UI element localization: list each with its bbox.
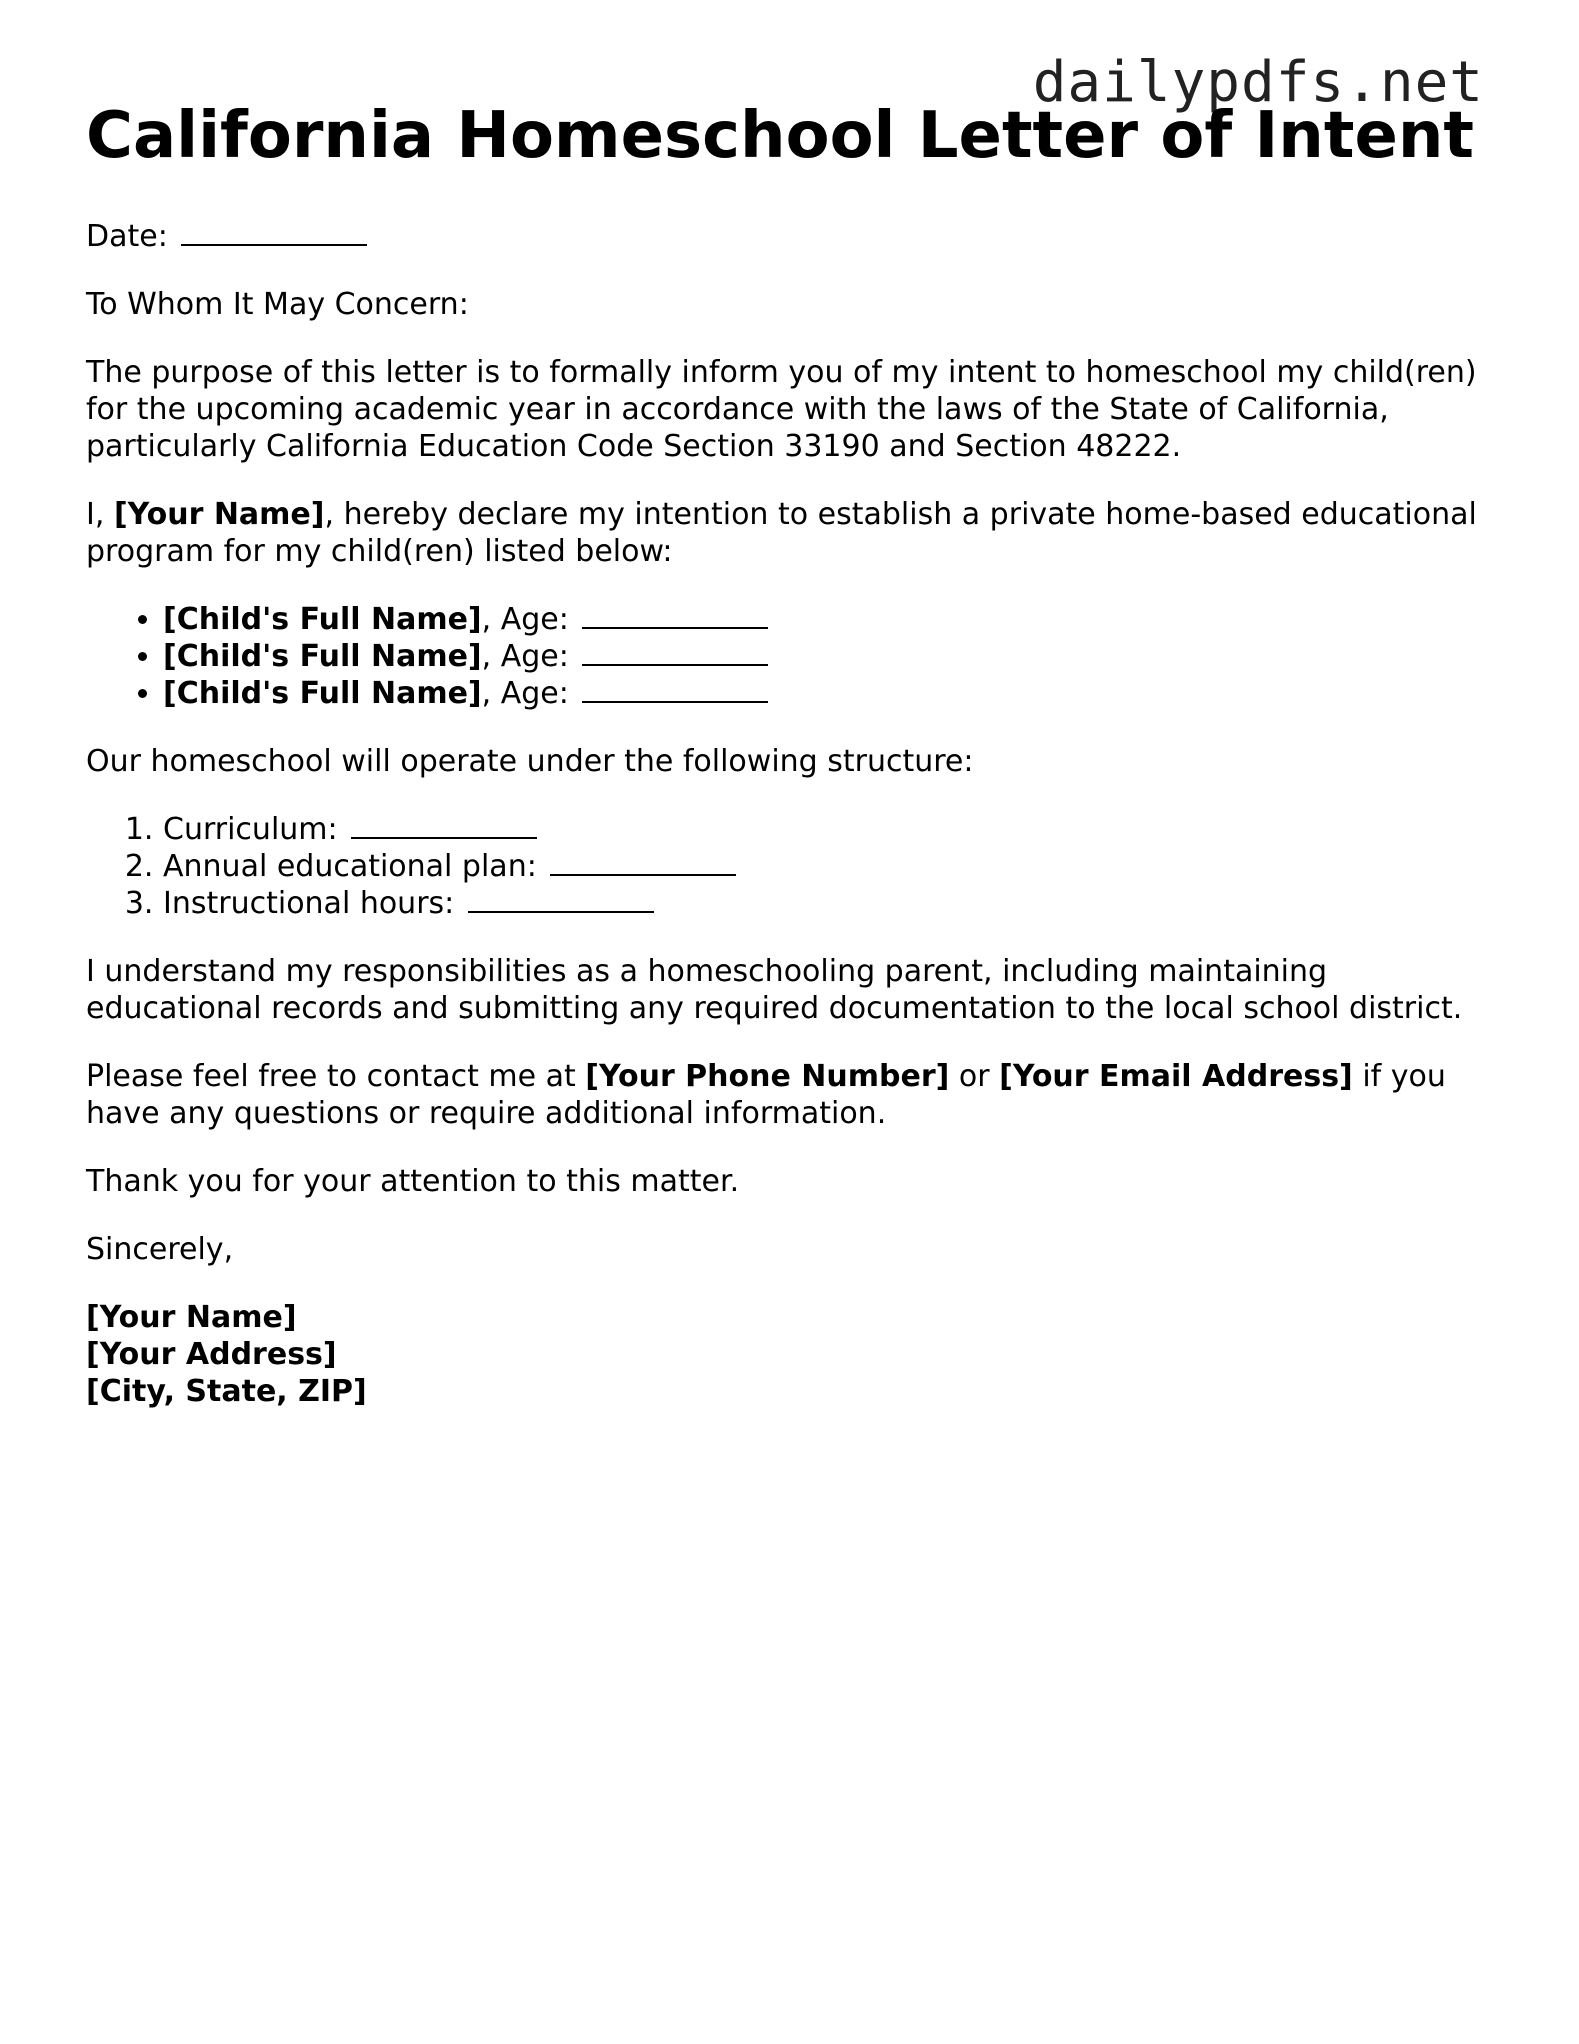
phone-placeholder: [Your Phone Number] [585,1058,950,1094]
structure-item-label: Annual educational plan: [163,848,537,884]
child-name-placeholder: [Child's Full Name] [163,675,482,711]
contact-prefix: Please feel free to contact me at [86,1058,576,1094]
structure-item-blank[interactable] [550,850,736,876]
list-item [163,811,1486,848]
signature-block [86,1299,1486,1410]
email-placeholder: [Your Email Address] [999,1058,1353,1094]
child-age-label: , Age: [481,675,569,711]
signature-name: [Your Name] [86,1299,297,1335]
child-age-blank[interactable] [582,603,768,629]
structure-list [86,811,1486,922]
contact-suffix: if you have any questions or require additional information. [86,1058,1446,1131]
child-name-placeholder: [Child's Full Name] [163,638,482,674]
structure-item-label: Curriculum: [163,811,338,847]
signature-address: [Your Address] [86,1336,337,1372]
purpose-paragraph: The purpose of this letter is to formally inform you of my intent to homeschool my child(ren) for the upcoming academic year in accordance with the laws of the State of California, particularly California Education Code Section 33190 and Section 48222. [86,354,1477,464]
contact-middle: or [958,1058,990,1094]
list-item [163,885,1486,922]
watermark: dailypdfs.net [1032,50,1484,115]
declaration-paragraph [86,496,1486,570]
child-age-blank[interactable] [582,640,768,666]
responsibilities-paragraph: I understand my responsibilities as a homeschooling parent, including maintaining educational records and submitting any required documentation to the local school district. [86,953,1463,1026]
date-blank[interactable] [181,220,367,246]
structure-item-blank[interactable] [351,813,537,839]
contact-paragraph [86,1058,1486,1132]
date-label: Date: [86,218,168,254]
page-title: California Homeschool Letter of Intent [86,99,1474,173]
list-item [163,675,1486,712]
list-item [163,638,1486,675]
child-age-blank[interactable] [582,677,768,703]
structure-item-label: Instructional hours: [163,885,455,921]
your-name-placeholder: [Your Name] [113,496,325,532]
child-age-label: , Age: [481,638,569,674]
declaration-prefix: I, [86,496,105,532]
date-line [86,218,1486,255]
structure-intro: Our homeschool will operate under the following structure: [86,743,974,779]
thanks-paragraph: Thank you for your attention to this matter. [86,1163,740,1199]
letter-document [86,100,1486,1410]
salutation: To Whom It May Concern: [86,286,469,322]
signature-city-state-zip: [City, State, ZIP] [86,1373,367,1409]
structure-item-blank[interactable] [468,887,654,913]
child-age-label: , Age: [481,601,569,637]
children-list [86,601,1486,712]
list-item [163,601,1486,638]
declaration-suffix: , hereby declare my intention to establish a private home-based educational program for my child(ren) listed below: [86,496,1477,569]
closing: Sincerely, [86,1231,234,1267]
list-item [163,848,1486,885]
child-name-placeholder: [Child's Full Name] [163,601,482,637]
